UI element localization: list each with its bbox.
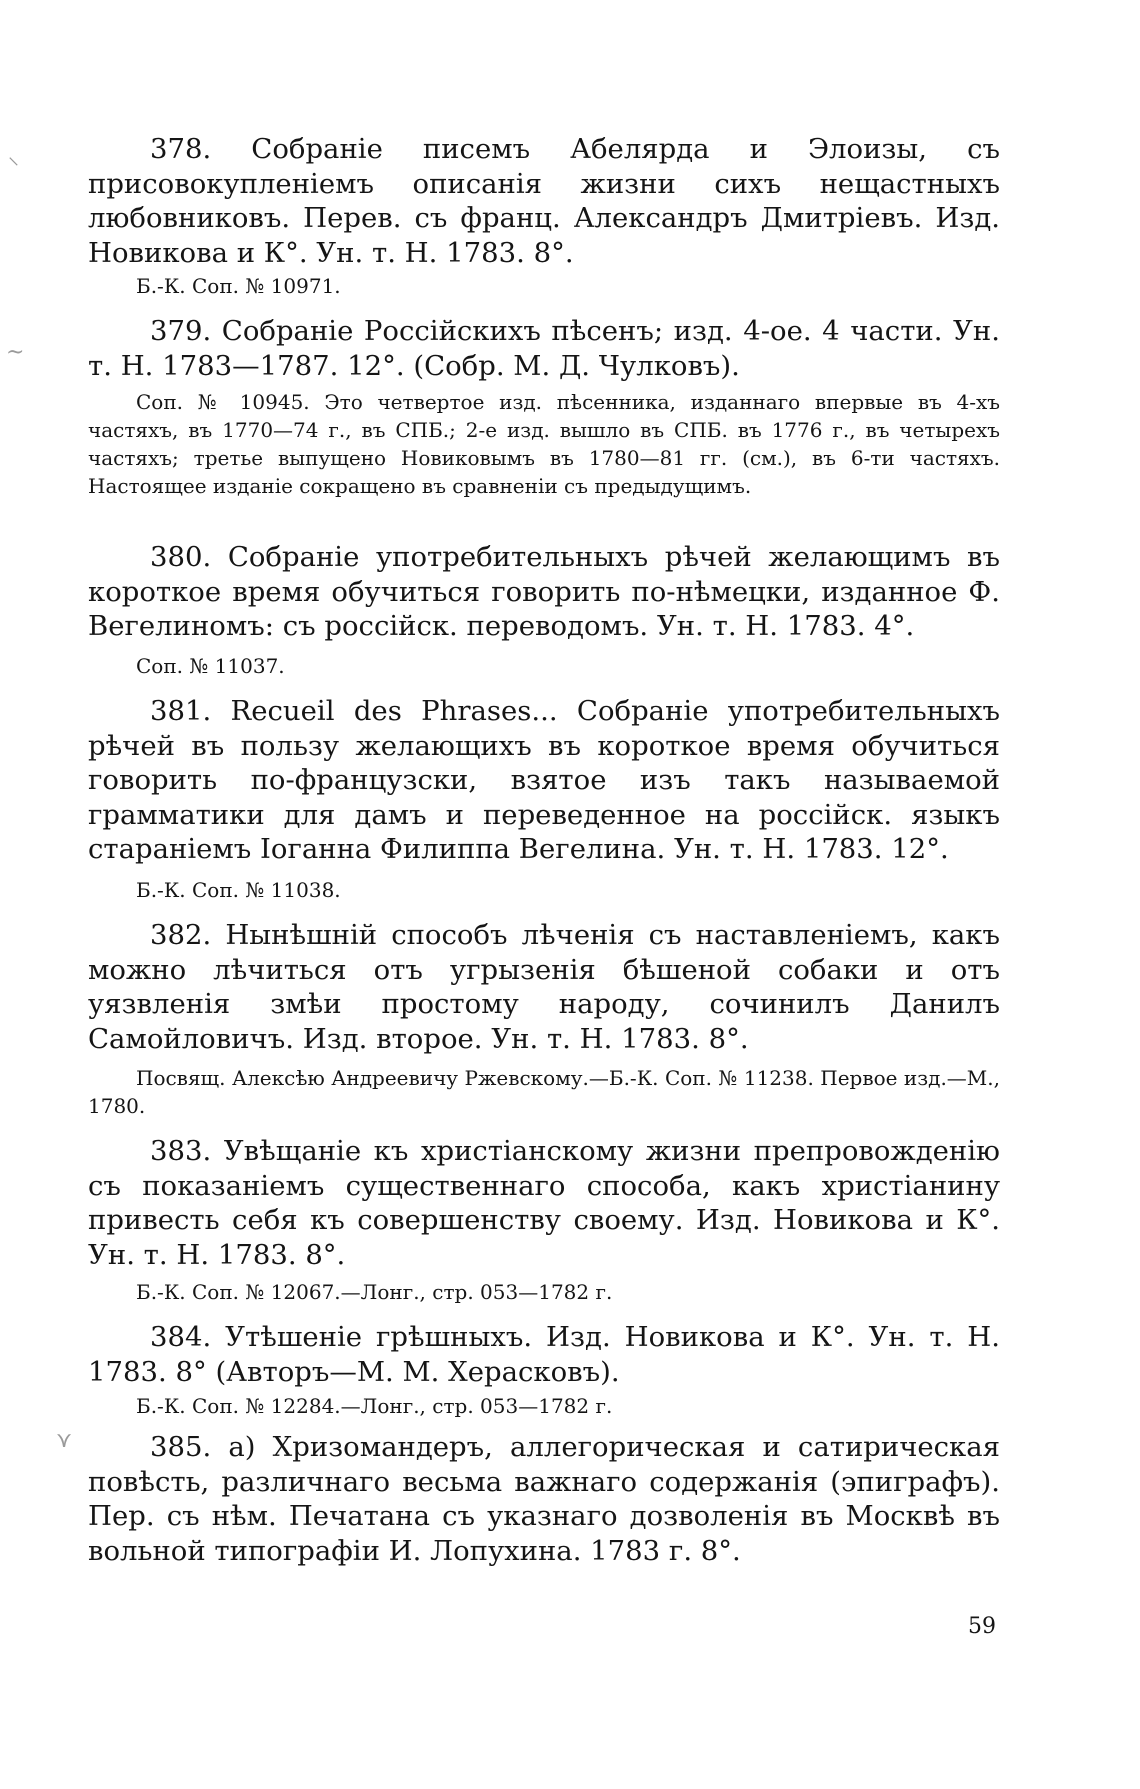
entry-379-note: Соп. № 10945. Это четвертое изд. пѣсенника, изданнаго впервые въ 4-хъ частяхъ, въ 1770—74 г., въ СПБ.; 2-е изд. вышло въ СПБ. въ 1776 г., въ четырехъ частяхъ; третье выпущено Новиковымъ въ 1780—81 гг. (см.), въ 6-ти частяхъ. Настоящее изданіе сокращено въ сравненіи съ предыдущимъ. <box>88 390 1000 498</box>
entry-380-text: 380. Собраніе употребительныхъ рѣчей желающимъ въ короткое время обучиться говорить по-нѣмецки, изданное Ф. Вегелиномъ: съ россійск. переводомъ. Ун. т. Н. 1783. 4°. <box>88 541 1000 642</box>
entry-378-note: Б.-К. Соп. № 10971. <box>136 274 341 298</box>
entry-381 <box>88 694 1000 867</box>
entry-379 <box>88 314 1000 383</box>
entry-379-text: 379. Собраніе Россійскихъ пѣсенъ; изд. 4-ое. 4 части. Ун. т. Н. 1783—1787. 12°. (Собр. М. Д. Чулковъ). <box>88 315 1000 382</box>
entry-384 <box>88 1320 1000 1389</box>
page-number: 59 <box>968 1614 996 1639</box>
entry-384-text: 384. Утѣшеніе грѣшныхъ. Изд. Новикова и К°. Ун. т. Н. 1783. 8° (Авторъ—М. М. Херасковъ). <box>88 1321 1000 1388</box>
entry-384-note: Б.-К. Соп. № 12284.—Лонг., стр. 053—1782 г. <box>136 1394 613 1418</box>
entry-385-text: 385. а) Хризомандеръ, аллегорическая и сатирическая повѣсть, различнаго весьма важнаго содержанія (эпиграфъ). Пер. съ нѣм. Печатана съ указнаго дозволенія въ Москвѣ въ вольной типографіи И. Лопухина. 1783 г. 8°. <box>88 1431 1000 1567</box>
margin-mark: ~ <box>6 340 25 365</box>
entry-383 <box>88 1134 1000 1272</box>
margin-mark: ⋎ <box>56 1428 73 1453</box>
entry-382 <box>88 918 1000 1056</box>
entry-378-text: 378. Собраніе писемъ Абелярда и Элоизы, съ присовокупленіемъ описанія жизни сихъ нещастныхъ любовниковъ. Перев. съ франц. Александръ Дмитріевъ. Изд. Новикова и К°. Ун. т. Н. 1783. 8°. <box>88 133 1000 269</box>
entry-382-text: 382. Нынѣшній способъ лѣченія съ наставленіемъ, какъ можно лѣчиться отъ угрызенія бѣшеной собаки и отъ уязвленія змѣи простому народу, сочинилъ Данилъ Самойловичъ. Изд. второе. Ун. т. Н. 1783. 8°. <box>88 919 1000 1055</box>
entry-378 <box>88 132 1000 270</box>
entry-380-note: Соп. № 11037. <box>136 654 285 678</box>
entry-380 <box>88 540 1000 644</box>
entry-383-note: Б.-К. Соп. № 12067.—Лонг., стр. 053—1782 г. <box>136 1280 613 1304</box>
entry-385 <box>88 1430 1000 1568</box>
entry-381-note: Б.-К. Соп. № 11038. <box>136 878 341 902</box>
entry-382-note: Посвящ. Алексѣю Андреевичу Ржевскому.—Б.-К. Соп. № 11238. Первое изд.—М., 1780. <box>88 1066 1000 1118</box>
entry-381-text: 381. Recueil des Phrases... Собраніе употребительныхъ рѣчей въ пользу желающихъ въ короткое время обучиться говорить по-французски, взятое изъ такъ называемой грамматики для дамъ и переведенное на россійск. языкъ стараніемъ Іоганна Филиппа Вегелина. Ун. т. Н. 1783. 12°. <box>88 695 1000 865</box>
entry-383-text: 383. Увѣщаніе къ христіанскому жизни препровожденію съ показаніемъ существеннаго способа, какъ христіанину привесть себя къ совершенству своему. Изд. Новикова и К°. Ун. т. Н. 1783. 8°. <box>88 1135 1000 1271</box>
margin-mark: ⸌ <box>8 154 20 179</box>
